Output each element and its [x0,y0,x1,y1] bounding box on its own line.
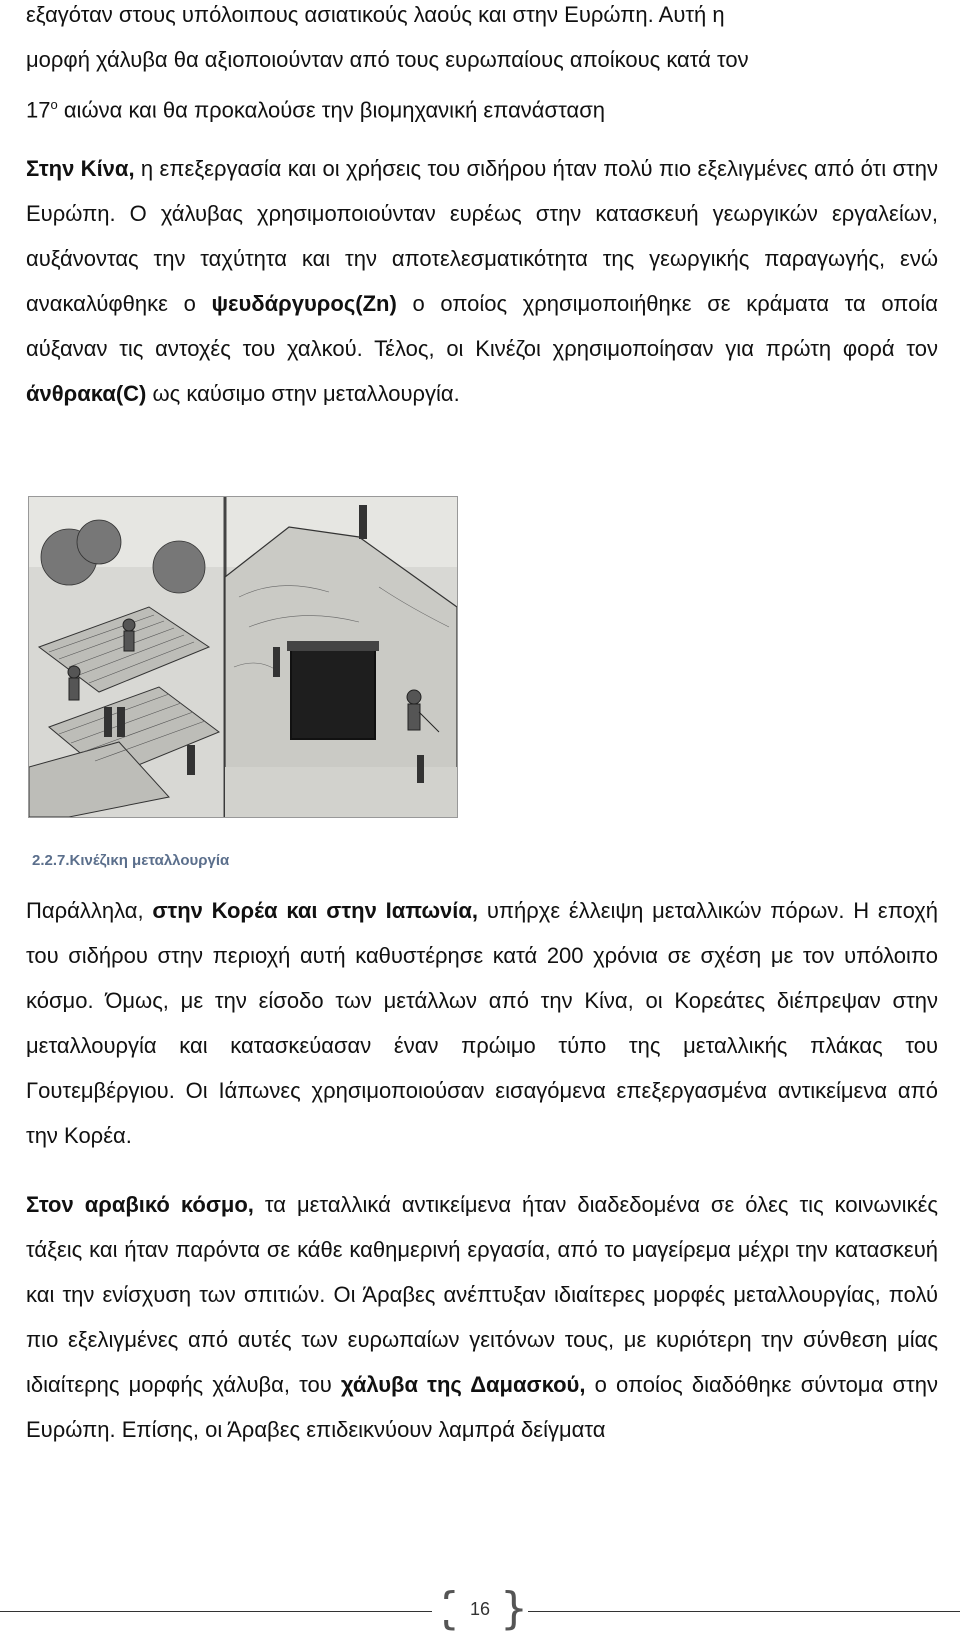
paragraph-china [26,146,938,416]
chinese-metallurgy-illustration [28,496,458,818]
page-number: 16 [432,1599,528,1620]
page-number-box [432,1583,528,1634]
text-line: εξαγόταν στους υπόλοιπους ασιατικούς λαούς και στην Ευρώπη. Αυτή η [26,2,725,27]
text-line: μορφή χάλυβα θα αξιοποιούνταν από τους ευρωπαίους αποίκους κατά τον [26,47,749,72]
paragraph-steel-export [26,0,938,132]
bold-term-carbon: άνθρακα(C) [26,381,147,406]
bold-term-zinc: ψευδάργυρος(Zn) [211,291,397,316]
right-brace-icon: } [500,1583,528,1634]
bold-term-damascus-steel: χάλυβα της Δαμασκού, [340,1372,586,1397]
century-number: 17 [26,97,51,123]
text-span: αιώνα και θα προκαλούσε την βιομηχανική επανάσταση [57,97,606,123]
text-span: η επεξεργασία και οι χρήσεις του σιδήρου ήταν πολύ πιο εξελιγμένες από ότι στην Ευρώπη. Ο χάλυβας χρησιμοποιούνταν ευρέως στην κατασκευή γεωργικών εργαλείων, αυξάνοντας την ταχύτητα και την αποτελεσματικότητα της γεωργικής παραγωγής, ενώ ανακαλύφθηκε ο [26,156,938,316]
text-span: Παράλληλα, [26,898,153,923]
text-span: ο οποίος χρησιμοποιήθηκε σε κράματα τα οποία αύξαναν τις αντοχές του χαλκού. Τέλος, οι Κινέζοι χρησιμοποίησαν για πρώτη φορά τον [26,291,938,361]
ordinal-superscript: ο [50,97,58,112]
section-heading: 2.2.7.Κινέζικη μεταλλουργία [32,852,230,869]
text-span: ο οποίος διαδόθηκε σύντομα στην Ευρώπη. Επίσης, οι Άραβες επιδεικνύουν λαμπρά δείγματα [26,1372,938,1442]
text-span: ως καύσιμο στην μεταλλουργία. [146,381,460,406]
paragraph-korea-japan [26,888,938,1158]
bold-term-korea-japan: στην Κορέα και στην Ιαπωνία, [152,898,479,923]
text-line [26,82,938,132]
text-span: υπήρχε έλλειψη μεταλλικών πόρων. Η εποχή του σιδήρου στην περιοχή αυτή καθυστέρησε κατά 200 χρόνια σε σχέση με τον υπόλοιπο κόσμο. Όμως, με την είσοδο των μετάλλων από την Κίνα, οι Κορεάτες διέπρεψαν στην μεταλλουργία και κατασκεύασαν έναν πρώιμο τύπο της μεταλλικής πλάκας του Γουτεμβέργιου. Οι Ιάπωνες χρησιμοποιούσαν εισαγόμενα επεξεργασμένα αντικείμενα από την Κορέα. [26,898,939,1148]
paragraph-arab-world [26,1182,938,1452]
text-span: τα μεταλλικά αντικείμενα ήταν διαδεδομένα σε όλες τις κοινωνικές τάξεις και ήταν παρόντα σε κάθε καθημερινή εργασία, από το μαγείρεμα μέχρι την κατασκευή και την ενίσχυση των σπιτιών. Οι Άραβες ανέπτυξαν ιδιαίτερες μορφές μεταλλουργίας, πολύ πιο εξελιγμένες από αυτές των ευρωπαίων γειτόνων τους, με κυριότερη την σύνθεση μίας ιδιαίτερης μορφής χάλυβα, του [26,1192,938,1397]
bold-term-china: Στην Κίνα, [26,156,135,181]
bold-term-arab-world: Στον αραβικό κόσμο, [26,1192,254,1217]
woodcut-image [29,497,457,817]
